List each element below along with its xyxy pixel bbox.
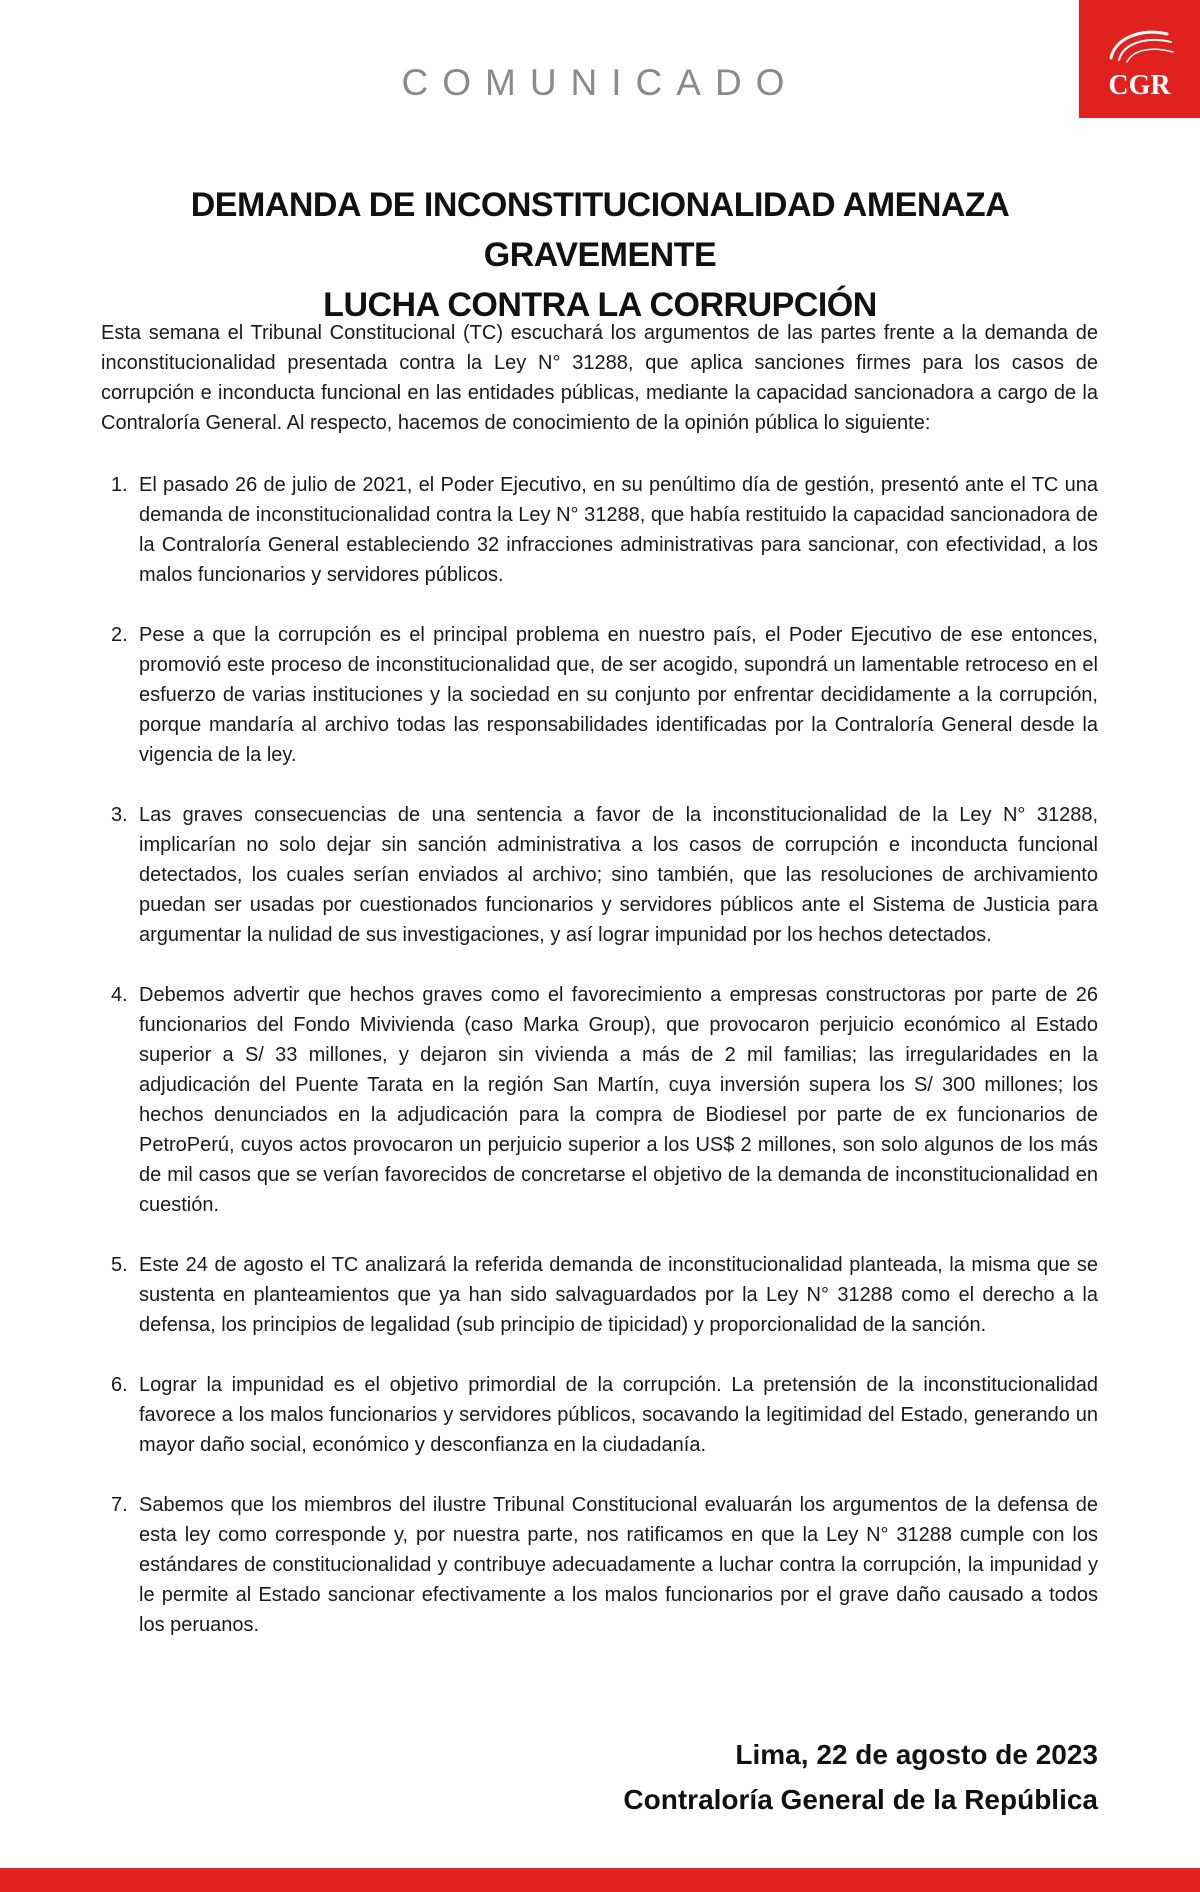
list-item-text: Debemos advertir que hechos graves como el favorecimiento a empresas constructoras por parte de 26 funcionarios del Fondo Mivivienda (caso Marka Group), que provocaron perjuicio económico al Estado superior a S/ 33 millones, y dejaron sin vivienda a más de 2 mil familias; las irregularidades en la adjudicación del Puente Tarata en la región San Martín, cuya inversión supera los S/ 300 millones; los hechos denunciados en la adjudicación para la compra de Biodiesel por parte de ex funcionarios de PetroPerú, cuyos actos provocaron un perjuicio superior a los US$ 2 millones, son solo algunos de los más de mil casos que se verían favorecidos de concretarse el objetivo de la demanda de inconstitucionalidad en cuestión. bbox=[139, 984, 1098, 1216]
list-item bbox=[101, 1250, 1098, 1340]
cgr-swoosh-icon bbox=[1101, 24, 1177, 64]
list-item bbox=[101, 980, 1098, 1220]
list-item-text: Las graves consecuencias de una sentencia a favor de la inconstitucionalidad de la Ley N° 31288, implicarían no solo dejar sin sanción administrativa a los casos de corrupción e inconducta funcional detectados, los cuales serían enviados al archivo; sino también, que las resoluciones de archivamiento puedan ser usadas por cuestionados funcionarios y servidores públicos ante el Sistema de Justicia para argumentar la nulidad de sus investigaciones, y así lograr impunidad por los hechos detectados. bbox=[139, 804, 1098, 946]
list-item-text: Este 24 de agosto el TC analizará la referida demanda de inconstitucionalidad planteada, la misma que se sustenta en planteamientos que ya han sido salvaguardados por la Ley N° 31288 como el derecho a la defensa, los principios de legalidad (sub principio de tipicidad) y proporcionalidad de la sanción. bbox=[139, 1254, 1098, 1336]
list-item-text: Lograr la impunidad es el objetivo primordial de la corrupción. La pretensión de la inconstitucionalidad favorece a los malos funcionarios y servidores públicos, socavando la legitimidad del Estado, generando un mayor daño social, económico y desconfianza en la ciudadanía. bbox=[139, 1374, 1098, 1456]
list-item bbox=[101, 620, 1098, 770]
intro-paragraph: Esta semana el Tribunal Constitucional (TC) escuchará los argumentos de las partes frente a la demanda de inconstitucionalidad presentada contra la Ley N° 31288, que aplica sanciones firmes para los casos de corrupción e inconducta funcional en las entidades públicas, mediante la capacidad sancionadora a cargo de la Contraloría General. Al respecto, hacemos de conocimiento de la opinión pública lo siguiente: bbox=[101, 322, 1098, 434]
footer-bar bbox=[0, 1868, 1200, 1892]
list-item-text: El pasado 26 de julio de 2021, el Poder Ejecutivo, en su penúltimo día de gestión, presentó ante el TC una demanda de inconstitucionalidad contra la Ley N° 31288, que había restituido la capacidad sancionadora de la Contraloría General estableciendo 32 infracciones administrativas para sancionar, con efectividad, a los malos funcionarios y servidores públicos. bbox=[139, 474, 1098, 586]
signature-institution: Contraloría General de la República bbox=[623, 1784, 1098, 1815]
list-item-number: 3. bbox=[111, 804, 128, 826]
title-line-2: LUCHA CONTRA LA CORRUPCIÓN bbox=[323, 286, 877, 324]
page-title bbox=[80, 180, 1120, 330]
list-item-number: 1. bbox=[111, 474, 128, 496]
list-item-number: 7. bbox=[111, 1494, 128, 1516]
signature-block bbox=[623, 1732, 1098, 1822]
list-item-number: 5. bbox=[111, 1254, 128, 1276]
title-line-1: DEMANDA DE INCONSTITUCIONALIDAD AMENAZA GRAVEMENTE bbox=[190, 186, 1010, 274]
numbered-list bbox=[101, 470, 1098, 1670]
list-item bbox=[101, 1370, 1098, 1460]
list-item-text: Pese a que la corrupción es el principal problema en nuestro país, el Poder Ejecutivo de ese entonces, promovió este proceso de inconstitucionalidad que, de ser acogido, supondrá un lamentable retroceso en el esfuerzo de varias instituciones y la sociedad en su conjunto por enfrentar decididamente a la corrupción, porque mandaría al archivo todas las responsabilidades identificadas por la Contraloría General desde la vigencia de la ley. bbox=[139, 624, 1098, 766]
list-item-number: 6. bbox=[111, 1374, 128, 1396]
list-item-number: 2. bbox=[111, 624, 128, 646]
list-item bbox=[101, 800, 1098, 950]
logo-text: CGR bbox=[1108, 70, 1171, 101]
signature-place-date: Lima, 22 de agosto de 2023 bbox=[735, 1739, 1098, 1770]
list-item-number: 4. bbox=[111, 984, 128, 1006]
list-item bbox=[101, 470, 1098, 590]
list-item-text: Sabemos que los miembros del ilustre Tribunal Constitucional evaluarán los argumentos de la defensa de esta ley como corresponde y, por nuestra parte, nos ratificamos en que la Ley N° 31288 cumple con los estándares de constitucionalidad y contribuye adecuadamente a luchar contra la corrupción, la impunidad y le permite al Estado sancionar efectivamente a los malos funcionarios por el grave daño causado a todos los peruanos. bbox=[139, 1494, 1098, 1636]
list-item bbox=[101, 1490, 1098, 1640]
document-type-label: COMUNICADO bbox=[401, 62, 799, 103]
